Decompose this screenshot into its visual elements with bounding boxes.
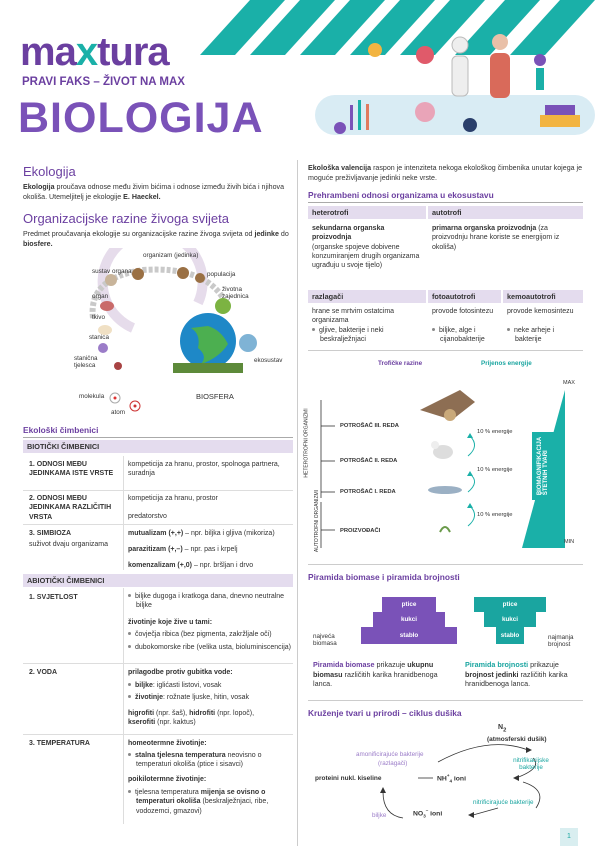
level-label: sustav organa xyxy=(92,268,132,275)
heading-cimbenici: Ekološki čimbenici xyxy=(23,425,99,435)
heading-ekologija: Ekologija xyxy=(23,164,76,179)
energy-label: 10 % energije xyxy=(477,512,513,518)
a2-item: biljke: iglićasti listovi, vosak xyxy=(128,681,221,690)
b1-name: 1. ODNOSI MEĐU JEDINKAMA ISTE VRSTE xyxy=(29,461,114,478)
razine-text: Predmet proučavanja ekologije su organizacijske razine živoga svijeta od jedinke do biosfere. xyxy=(23,230,289,248)
prijenos-title: Prijenos energije xyxy=(481,360,532,367)
ekologija-text: Ekologija proučava odnose među živim bićima i odnose između živih bića i njihova okoliša. Utemeljitelj je ekologije E. Haeckel. xyxy=(23,183,285,201)
potrosac-3: POTROŠAČ III. REDA xyxy=(340,423,399,429)
pyr-stablo: stablo xyxy=(361,627,457,644)
col-heterotrofi: heterotrofi xyxy=(308,206,426,219)
b3-komenzalizam: komenzalizam (+,0) – npr. bršljan i drvo xyxy=(128,562,254,569)
level-label: ekosustav xyxy=(254,357,283,364)
level-label: stanična tjelesca xyxy=(74,355,98,369)
pyr2-stablo: stablo xyxy=(496,627,524,644)
heading-razine: Organizacijske razine živoga svijeta xyxy=(23,211,229,226)
heading-piramida: Piramida biomase i piramida brojnosti xyxy=(308,572,460,582)
pyr-ptice: ptice xyxy=(382,597,436,612)
brand-logo: maxtura xyxy=(20,30,169,74)
a3-heading-1: homeotermne životinje: xyxy=(128,740,207,747)
a3-heading-2: poikilotermne životinje: xyxy=(128,776,207,783)
nitrif-label: nitrificirajuće bakterije xyxy=(473,799,534,806)
a1-name: 1. SVJETLOST xyxy=(29,594,78,601)
pyr2-kukci: kukci xyxy=(484,612,536,627)
energy-label: 10 % energije xyxy=(477,467,513,473)
amonif-label: amonificirajuće bakterije xyxy=(356,751,424,758)
page-title: BIOLOGIJA xyxy=(18,94,264,142)
b2-value-2: predatorstvo xyxy=(128,513,167,520)
level-label: molekula xyxy=(79,393,105,400)
page-number: 1 xyxy=(560,828,578,846)
pn-text: Piramida brojnosti prikazuje brojnost jedinki različitih karika hranidbenoga lanca. xyxy=(465,660,568,689)
header xyxy=(0,0,600,150)
level-label: stanica xyxy=(89,334,109,341)
primarna-text: primarna organska proizvodnja (za proizvodnju hrane koriste se energijom iz okoliša) xyxy=(432,225,560,251)
level-label: organ xyxy=(92,293,109,300)
najmanja-label: najmanja brojnost xyxy=(548,634,574,648)
razlagaci-label: (razlagači) xyxy=(378,760,408,767)
foto-1: provode fotosintezu xyxy=(432,308,494,315)
n2-label: $N_2$ xyxy=(498,724,507,734)
no3-label: $NO_3^-$ ioni xyxy=(413,808,443,819)
razlagaci-1: hrane se mrtvim ostatcima organizama xyxy=(312,308,395,325)
pyr2-ptice: ptice xyxy=(474,597,546,612)
abiotic-header: ABIOTIČKI ČIMBENICI xyxy=(23,574,293,587)
proizvodaci: PROIZVOĐAČI xyxy=(340,528,381,534)
hetero-label: HETEROTROFNI ORGANIZMI xyxy=(303,408,310,478)
sekundarna-text: sekundarna organska proizvodnja (organske spojeve dobivene konzumiranjem drugih organizama ugrađuju u svoje tijelo) xyxy=(312,225,420,270)
energy-label: 10 % energije xyxy=(477,429,513,435)
auto-label: AUTOTROFNI ORGANIZMI xyxy=(314,489,321,553)
a2-item: životinje: rožnate ljuske, hitin, vosak xyxy=(128,693,249,702)
level-label: populacija xyxy=(207,271,236,278)
a2-name: 2. VODA xyxy=(29,669,58,676)
troficke-title: Trofičke razine xyxy=(378,360,423,367)
b3-sub: suživot dvaju organizama xyxy=(29,541,108,548)
razlagaci-2: gljive, bakterije i neki beskralježnjaci xyxy=(312,326,424,345)
potrosac-2: POTROŠAČ II. REDA xyxy=(340,458,398,464)
level-label: atom xyxy=(111,409,125,416)
pb-text: Piramida biomase prikazuje ukupnu biomasu različitih karika hranidbenoga lanca. xyxy=(313,660,438,689)
nh4-label: $NH^+_4$ ioni xyxy=(437,773,466,784)
a1-item: dubokomorske ribe (velika usta, bioluminiscencija) xyxy=(128,643,293,652)
b1-value: kompeticija za hranu, prostor, spolnoga partnera, suradnja xyxy=(128,461,280,478)
biomag-label: BIOMAGNIFIKACIJA ŠTETNIH TVARI xyxy=(537,436,550,496)
heading-kruzenje: Kruženje tvari u prirodi – ciklus dušika xyxy=(308,708,462,718)
col-razlagaci: razlagači xyxy=(308,290,426,303)
col-autotrofi: autotrofi xyxy=(428,206,583,219)
a3-item: stalna tjelesna temperatura neovisno o temperaturi okoliša (ptice i sisavci) xyxy=(128,751,293,770)
n2-desc: (atmosferski dušik) xyxy=(487,736,547,743)
col-fotoautotrofi: fotoautotrofi xyxy=(428,290,501,303)
a3-item: tjelesna temperatura mijenja se ovisno o temperaturi okoliša (beskralježnjaci, ribe, vodozemci, gmazovi) xyxy=(128,788,293,816)
b3-parazitizam: parazitizam (+,–) – npr. pas i krpelj xyxy=(128,546,238,553)
valencija-text: Ekološka valencija raspon je intenziteta nekoga ekološkog čimbenika unutar kojega je moguće preživljavanje jedinki neke vrste. xyxy=(308,164,583,182)
organization-levels-diagram xyxy=(23,248,295,420)
heading-prehrambeni: Prehrambeni odnosi organizama u ekosustavu xyxy=(308,190,494,200)
b2-value-1: kompeticija za hranu, prostor xyxy=(128,495,218,502)
kemo-1: provode kemosintezu xyxy=(507,308,574,315)
a1-item: čovječja ribica (bez pigmenta, zakržljale oči) xyxy=(128,630,293,639)
potrosac-1: POTROŠAČ I. REDA xyxy=(340,489,396,495)
b3-name: 3. SIMBIOZA xyxy=(29,530,72,537)
level-label: životna zajednica xyxy=(222,286,249,300)
foto-2: biljke, alge i cijanobakterije xyxy=(432,326,502,345)
biotic-header: BIOTIČKI ČIMBENICI xyxy=(23,440,293,453)
proteini-label: proteini nukl. kiseline xyxy=(315,775,382,782)
col-kemoautotrofi: kemoautotrofi xyxy=(503,290,583,303)
nitrifik-label: nitrifikacijske bakterije xyxy=(513,757,549,771)
pyr-kukci: kukci xyxy=(373,612,445,627)
a3-name: 3. TEMPERATURA xyxy=(29,740,90,747)
tagline: PRAVI FAKS – ŽIVOT NA MAX xyxy=(22,76,185,88)
kemo-2: neke arheje i bakterije xyxy=(507,326,582,345)
max-label: MAX xyxy=(563,380,575,386)
level-label: organizam (jedinka) xyxy=(143,252,199,259)
a2-heading: prilagodbe protiv gubitka vode: xyxy=(128,669,233,676)
column-divider xyxy=(297,160,298,846)
a1-heading: životinje koje žive u tami: xyxy=(128,619,213,626)
biljke-label: biljke xyxy=(372,812,387,819)
b3-mutualizam: mutualizam (+,+) – npr. bilјka i gljiva (mikoriza) xyxy=(128,530,275,537)
min-label: MIN xyxy=(564,539,575,545)
najveca-label: najveća biomasa xyxy=(313,633,337,647)
biosfera-label: BIOSFERA xyxy=(196,392,234,401)
a2-types: higrofiti (npr. šaš), hidrofiti (npr. lopoč), kserofiti (npr. kaktus) xyxy=(128,710,255,727)
level-label: tkivo xyxy=(92,314,105,321)
b2-name: 2. ODNOSI MEĐU JEDINKAMA RAZLIČITIH VRSTA xyxy=(29,495,112,521)
a1-item: biljke dugoga i kratkoga dana, dnevno neutralne biljke xyxy=(128,592,293,611)
